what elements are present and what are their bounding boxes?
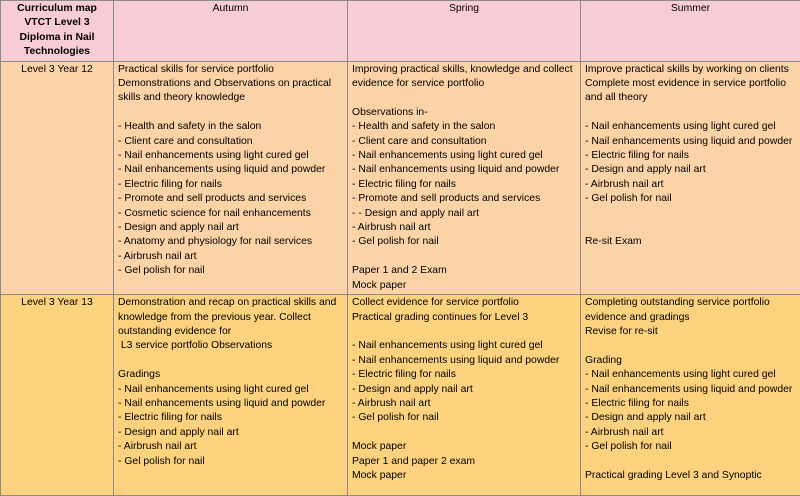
cell-line: Gradings [118,368,343,382]
table-row-year-12 [1,61,800,294]
cell-line: - - Design and apply nail art [352,207,576,221]
cell-line: Re-sit Exam [585,235,796,249]
cell-line: - Client care and consultation [118,135,343,149]
cell-line [118,354,343,368]
cell-line: Improve practical skills by working on clients Complete most evidence in service portfolio and all theory [585,63,796,106]
cell-line: - Health and safety in the salon [352,120,576,134]
cell-line: - Airbrush nail art [118,250,343,264]
cell-line: Collect evidence for service portfolio [352,296,576,310]
cell-line: Practical skills for service portfolio [118,63,343,77]
cell-line: - Design and apply nail art [118,426,343,440]
cell-year-13-summer [581,295,800,496]
cell-line: - Airbrush nail art [585,178,796,192]
cell-line: - Gel polish for nail [118,455,343,469]
cell-line: - Gel polish for nail [352,411,576,425]
cell-line: - Promote and sell products and services [352,192,576,206]
cell-line: - Nail enhancements using liquid and powder [118,163,343,177]
cell-line: - Cosmetic science for nail enhancements [118,207,343,221]
cell-line: - Gel polish for nail [585,440,796,454]
cell-line [585,207,796,221]
cell-year-12-autumn [114,61,348,294]
cell-line: - Airbrush nail art [585,426,796,440]
cell-line: - Electric filing for nails [585,397,796,411]
column-header-spring: Spring [348,1,581,62]
cell-line: - Nail enhancements using liquid and powder [585,383,796,397]
corner-title: Curriculum map VTCT Level 3 Diploma in Nail Technologies [1,1,114,62]
cell-year-12-summer [581,61,800,294]
header-row [1,1,800,62]
cell-line: Demonstration and recap on practical skills and knowledge from the previous year. Collect outstanding evidence for [118,296,343,339]
cell-line [585,106,796,120]
cell-line: - Nail enhancements using light cured gel [352,149,576,163]
cell-line: - Electric filing for nails [352,178,576,192]
cell-line: - Design and apply nail art [585,411,796,425]
cell-line: Grading [585,354,796,368]
cell-line: Completing outstanding service portfolio evidence and gradings [585,296,796,325]
cell-line: Paper 1 and 2 Exam [352,264,576,278]
cell-line: - Airbrush nail art [352,221,576,235]
row-label-year-12: Level 3 Year 12 [1,61,114,294]
cell-line: - Gel polish for nail [585,192,796,206]
column-header-summer: Summer [581,1,800,62]
cell-line [585,339,796,353]
cell-year-13-autumn [114,295,348,496]
cell-line: Observations in- [352,106,576,120]
cell-line: - Electric filing for nails [585,149,796,163]
cell-line: L3 service portfolio Observations [118,339,343,353]
column-header-autumn: Autumn [114,1,348,62]
cell-line: - Nail enhancements using liquid and powder [352,354,576,368]
row-label-year-13: Level 3 Year 13 [1,295,114,496]
cell-line: - Nail enhancements using light cured gel [118,383,343,397]
cell-line: - Nail enhancements using liquid and powder [585,135,796,149]
cell-line: - Electric filing for nails [352,368,576,382]
cell-line: - Electric filing for nails [118,411,343,425]
cell-year-13-spring [348,295,581,496]
cell-line: - Airbrush nail art [352,397,576,411]
cell-line: Practical grading continues for Level 3 [352,311,576,325]
cell-line: - Nail enhancements using light cured gel [585,368,796,382]
cell-line: - Client care and consultation [352,135,576,149]
cell-line: - Gel polish for nail [352,235,576,249]
cell-line: Mock paper [352,469,576,483]
cell-line: - Design and apply nail art [118,221,343,235]
cell-line: - Airbrush nail art [118,440,343,454]
cell-line: Revise for re-sit [585,325,796,339]
cell-line: Mock paper [352,279,576,293]
cell-line: - Nail enhancements using liquid and powder [352,163,576,177]
cell-line [352,426,576,440]
cell-line: - Design and apply nail art [585,163,796,177]
table-row-year-13 [1,295,800,496]
cell-line: - Promote and sell products and services [118,192,343,206]
cell-line: Practical grading Level 3 and Synoptic [585,469,796,483]
cell-line: - Anatomy and physiology for nail services [118,235,343,249]
cell-year-12-spring [348,61,581,294]
cell-line: - Electric filing for nails [118,178,343,192]
cell-line: - Nail enhancements using light cured gel [352,339,576,353]
cell-line: Demonstrations and Observations on practical skills and theory knowledge [118,77,343,106]
cell-line [352,325,576,339]
cell-line [118,106,343,120]
cell-line: Improving practical skills, knowledge and collect evidence for service portfolio [352,63,576,92]
cell-line: - Gel polish for nail [118,264,343,278]
cell-line: - Health and safety in the salon [118,120,343,134]
cell-line [352,91,576,105]
cell-line [585,455,796,469]
cell-line [585,221,796,235]
cell-line: Mock paper [352,440,576,454]
cell-line: - Nail enhancements using liquid and powder [118,397,343,411]
cell-line: - Design and apply nail art [352,383,576,397]
cell-line: Paper 1 and paper 2 exam [352,455,576,469]
cell-line: - Nail enhancements using light cured gel [118,149,343,163]
cell-line: - Nail enhancements using light cured gel [585,120,796,134]
cell-line [352,250,576,264]
